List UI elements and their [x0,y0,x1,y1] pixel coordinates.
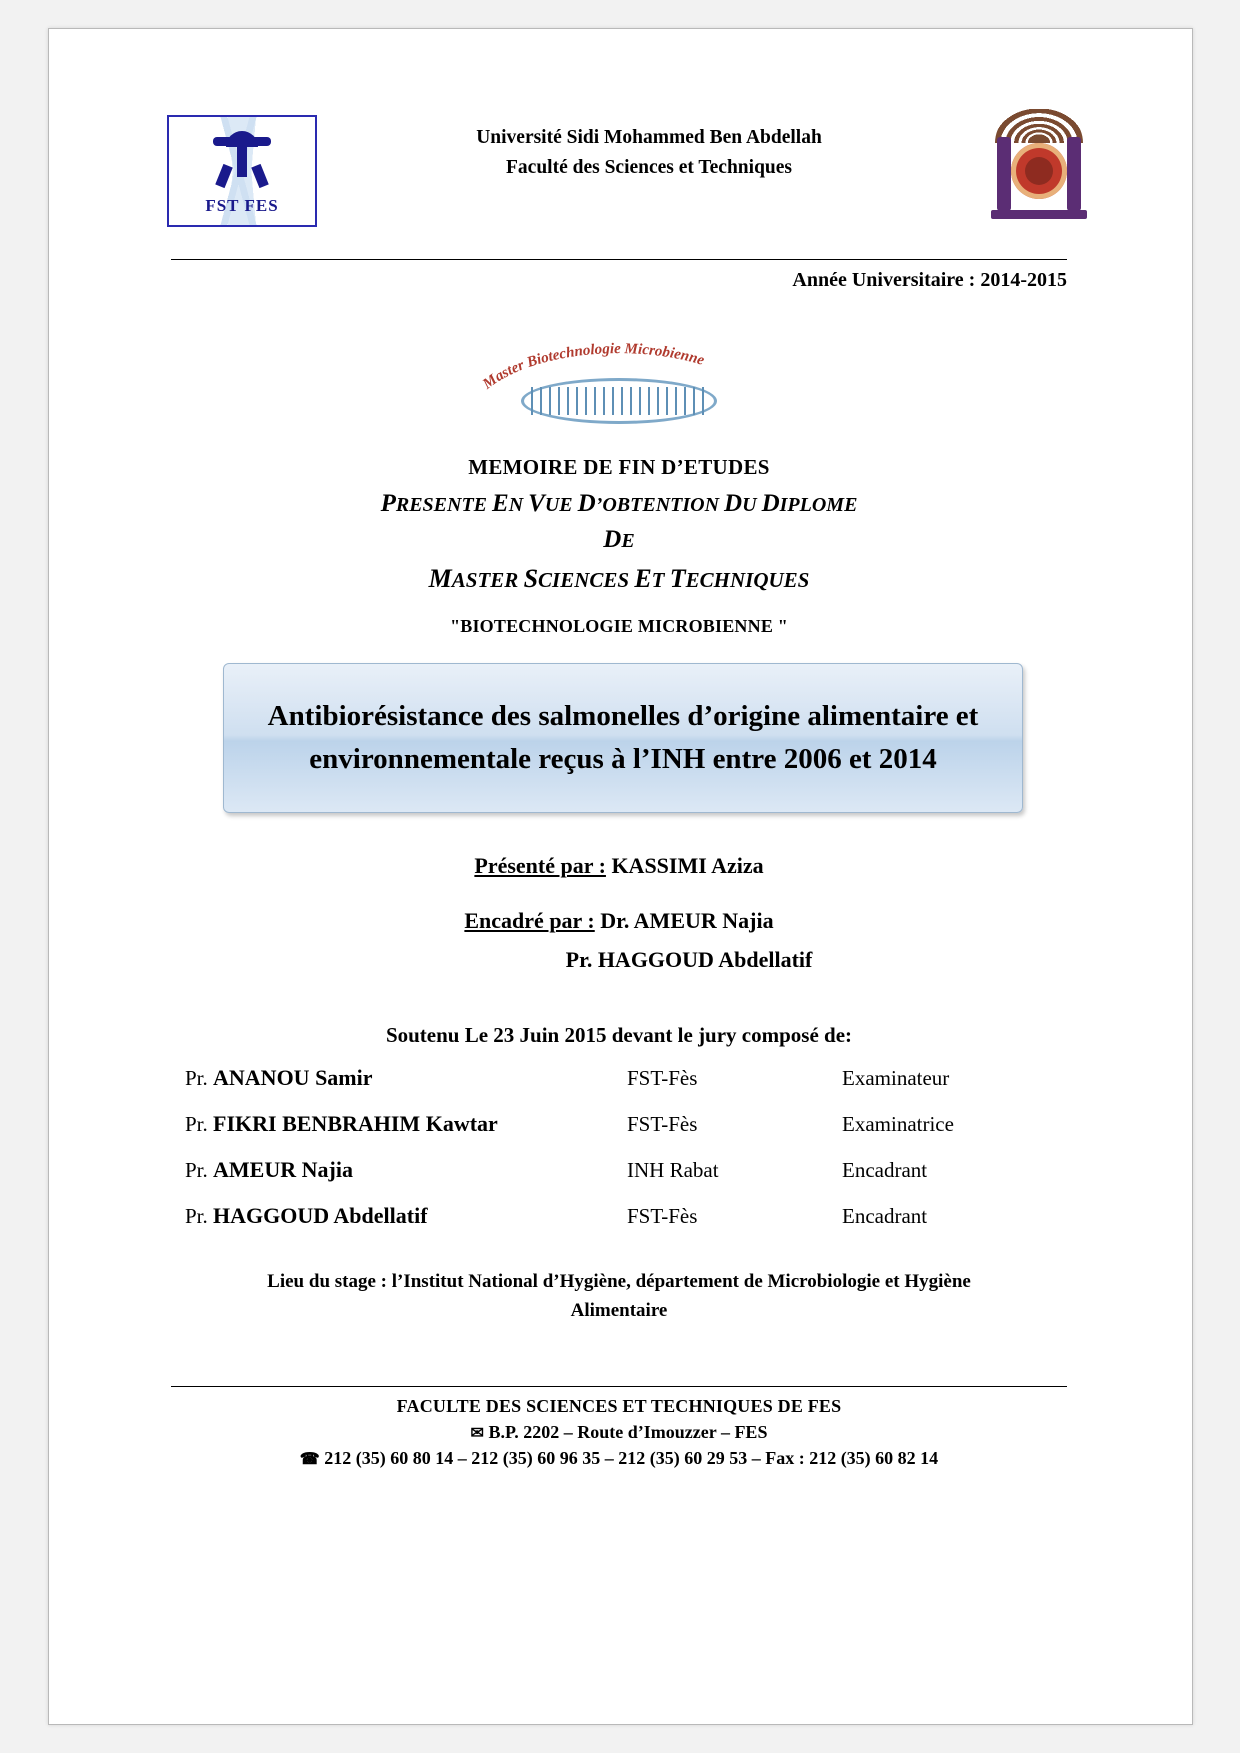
header-divider [171,259,1067,260]
footer-institution: FACULTE DES SCIENCES ET TECHNIQUES DE FES [396,1396,842,1416]
footer-address: B.P. 2202 – Route d’Imouzzer – FES [488,1422,768,1442]
memoire-line-1: MEMOIRE DE FIN D’ETUDES [468,455,770,479]
diploma-statement [109,455,1129,637]
internship-location [149,1268,1089,1325]
supervised-by-line [109,908,1129,934]
university-crest-icon [989,109,1089,219]
memoire-line-3: DE [603,526,635,553]
supervisor-name-1: Dr. AMEUR Najia [600,908,774,933]
table-row [127,1065,1111,1111]
table-row [127,1203,1111,1249]
footer-address-line [109,1422,1129,1443]
supervisor-name-2: Pr. HAGGOUD Abdellatif [565,947,813,972]
academic-year: Année Universitaire : 2014-2015 [792,269,1067,291]
master-program-logo-icon [469,338,769,430]
document-footer [109,1396,1129,1469]
fst-emblem-shape [213,131,271,187]
jury-member-name: Pr. FIKRI BENBRAHIM Kawtar [185,1111,498,1136]
university-heading [319,123,979,183]
memoire-line-2: PRESENTE EN VUE D’OBTENTION DU DIPLOME [380,490,858,517]
jury-member-role: Examinateur [842,1066,950,1090]
footer-phones: 212 (35) 60 80 14 – 212 (35) 60 96 35 – 212 (35) 60 29 53 – Fax : 212 (35) 60 82 14 [324,1448,939,1468]
fst-fes-logo-label: FST FES [205,196,279,215]
jury-member-institution: FST-Fès [627,1204,698,1228]
thesis-title: Antibiorésistance des salmonelles d’origine alimentaire et environnementale reçus à l’INH entre 2006 et 2014 [267,700,979,775]
page-content [109,63,1129,1693]
memoire-specialty: "BIOTECHNOLOGIE MICROBIENNE " [450,616,788,636]
jury-member-name: Pr. AMEUR Najia [185,1157,353,1182]
footer-divider [171,1386,1067,1387]
jury-member-role: Examinatrice [842,1112,954,1136]
supervised-by-label: Encadré par : [464,908,595,933]
thesis-title-box [223,663,1023,813]
table-row [127,1157,1111,1203]
svg-text:Master Biotechnologie Microbie: Master Biotechnologie Microbienne [480,341,707,393]
fst-fes-logo-icon [167,115,317,227]
presented-by-line [109,853,1129,879]
memoire-line-4: MASTER SCIENCES ET TECHNIQUES [428,564,810,593]
phone-icon: ☎ [299,1451,320,1468]
document-header [109,63,1129,238]
jury-table [127,1065,1111,1249]
author-name: KASSIMI Aziza [611,853,764,878]
internship-line-1: Lieu du stage : l’Institut National d’Hygiène, département de Microbiologie et Hygiène [267,1271,971,1292]
jury-member-name: Pr. ANANOU Samir [185,1065,373,1090]
jury-member-institution: FST-Fès [627,1066,698,1090]
defense-intro: Soutenu Le 23 Juin 2015 devant le jury composé de: [385,1023,853,1047]
mail-icon: ✉ [470,1425,484,1442]
jury-member-role: Encadrant [842,1158,928,1182]
table-row [127,1111,1111,1157]
jury-member-role: Encadrant [842,1204,928,1228]
university-name: Université Sidi Mohammed Ben Abdellah [476,127,822,148]
faculty-name: Faculté des Sciences et Techniques [506,157,792,179]
jury-member-institution: INH Rabat [627,1158,719,1182]
document-page [48,28,1193,1725]
presented-by-label: Présenté par : [474,853,606,878]
dna-helix-icon [521,378,717,424]
jury-member-institution: FST-Fès [627,1112,698,1136]
footer-phone-line [109,1448,1129,1469]
jury-member-name: Pr. HAGGOUD Abdellatif [185,1203,428,1228]
internship-line-2: Alimentaire [570,1299,668,1321]
